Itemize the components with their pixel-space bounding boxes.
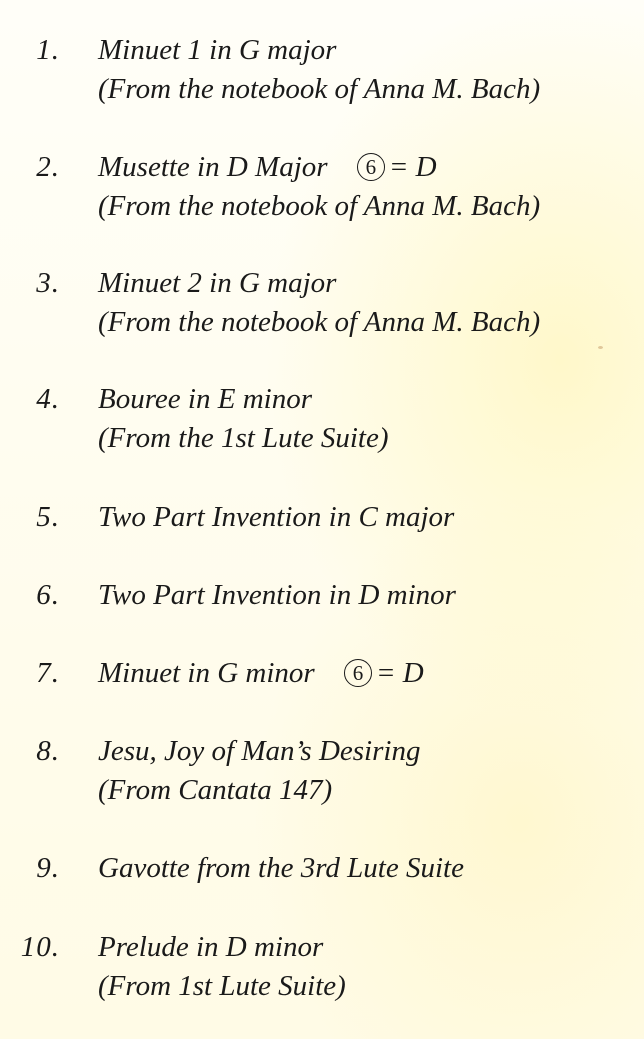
- circled-number-icon: 6: [357, 153, 385, 181]
- item-number: 9.: [36, 852, 60, 884]
- item-title: Jesu, Joy of Man’s Desiring: [98, 735, 421, 767]
- item-title-row: [98, 654, 424, 693]
- item-subtitle: (From the notebook of Anna M. Bach): [98, 306, 541, 338]
- string-tuning-marker: [344, 654, 424, 693]
- item-text: [98, 498, 454, 537]
- item-text: [98, 654, 424, 693]
- item-subtitle: (From the 1st Lute Suite): [98, 422, 389, 454]
- paper-speck: [598, 346, 603, 349]
- item-title: Minuet 1 in G major: [98, 34, 337, 66]
- item-title: Musette in D Major: [98, 151, 328, 183]
- item-text: [98, 380, 389, 458]
- string-tuning-marker: [357, 148, 437, 187]
- circled-number-icon: 6: [344, 659, 372, 687]
- item-number: 3.: [36, 267, 60, 299]
- item-title: Two Part Invention in C major: [98, 501, 455, 533]
- item-text: [98, 264, 540, 342]
- item-number: 8.: [36, 735, 60, 767]
- item-number: 10.: [20, 931, 60, 963]
- tuning-text: = D: [375, 657, 424, 689]
- item-title: Minuet 2 in G major: [98, 267, 337, 299]
- item-number: 6.: [36, 579, 60, 611]
- item-subtitle: (From Cantata 147): [98, 774, 333, 806]
- item-text: [98, 928, 346, 1006]
- item-subtitle: (From the notebook of Anna M. Bach): [98, 190, 541, 222]
- tuning-text: = D: [388, 151, 437, 183]
- item-number: 4.: [36, 383, 60, 415]
- item-title: Minuet in G minor: [98, 657, 315, 689]
- item-title-row: [98, 148, 540, 187]
- item-title: Two Part Invention in D minor: [98, 579, 456, 611]
- item-text: [98, 732, 420, 810]
- item-text: [98, 31, 540, 109]
- item-number: 5.: [36, 501, 60, 533]
- item-title: Bouree in E minor: [98, 383, 312, 415]
- item-title: Prelude in D minor: [98, 931, 324, 963]
- item-title: Gavotte from the 3rd Lute Suite: [98, 852, 464, 884]
- item-number: 1.: [36, 34, 60, 66]
- item-text: [98, 576, 456, 615]
- item-subtitle: (From 1st Lute Suite): [98, 970, 346, 1002]
- item-text: [98, 849, 464, 888]
- item-text: [98, 148, 540, 226]
- item-number: 7.: [36, 657, 60, 689]
- item-number: 2.: [36, 151, 60, 183]
- item-subtitle: (From the notebook of Anna M. Bach): [98, 73, 541, 105]
